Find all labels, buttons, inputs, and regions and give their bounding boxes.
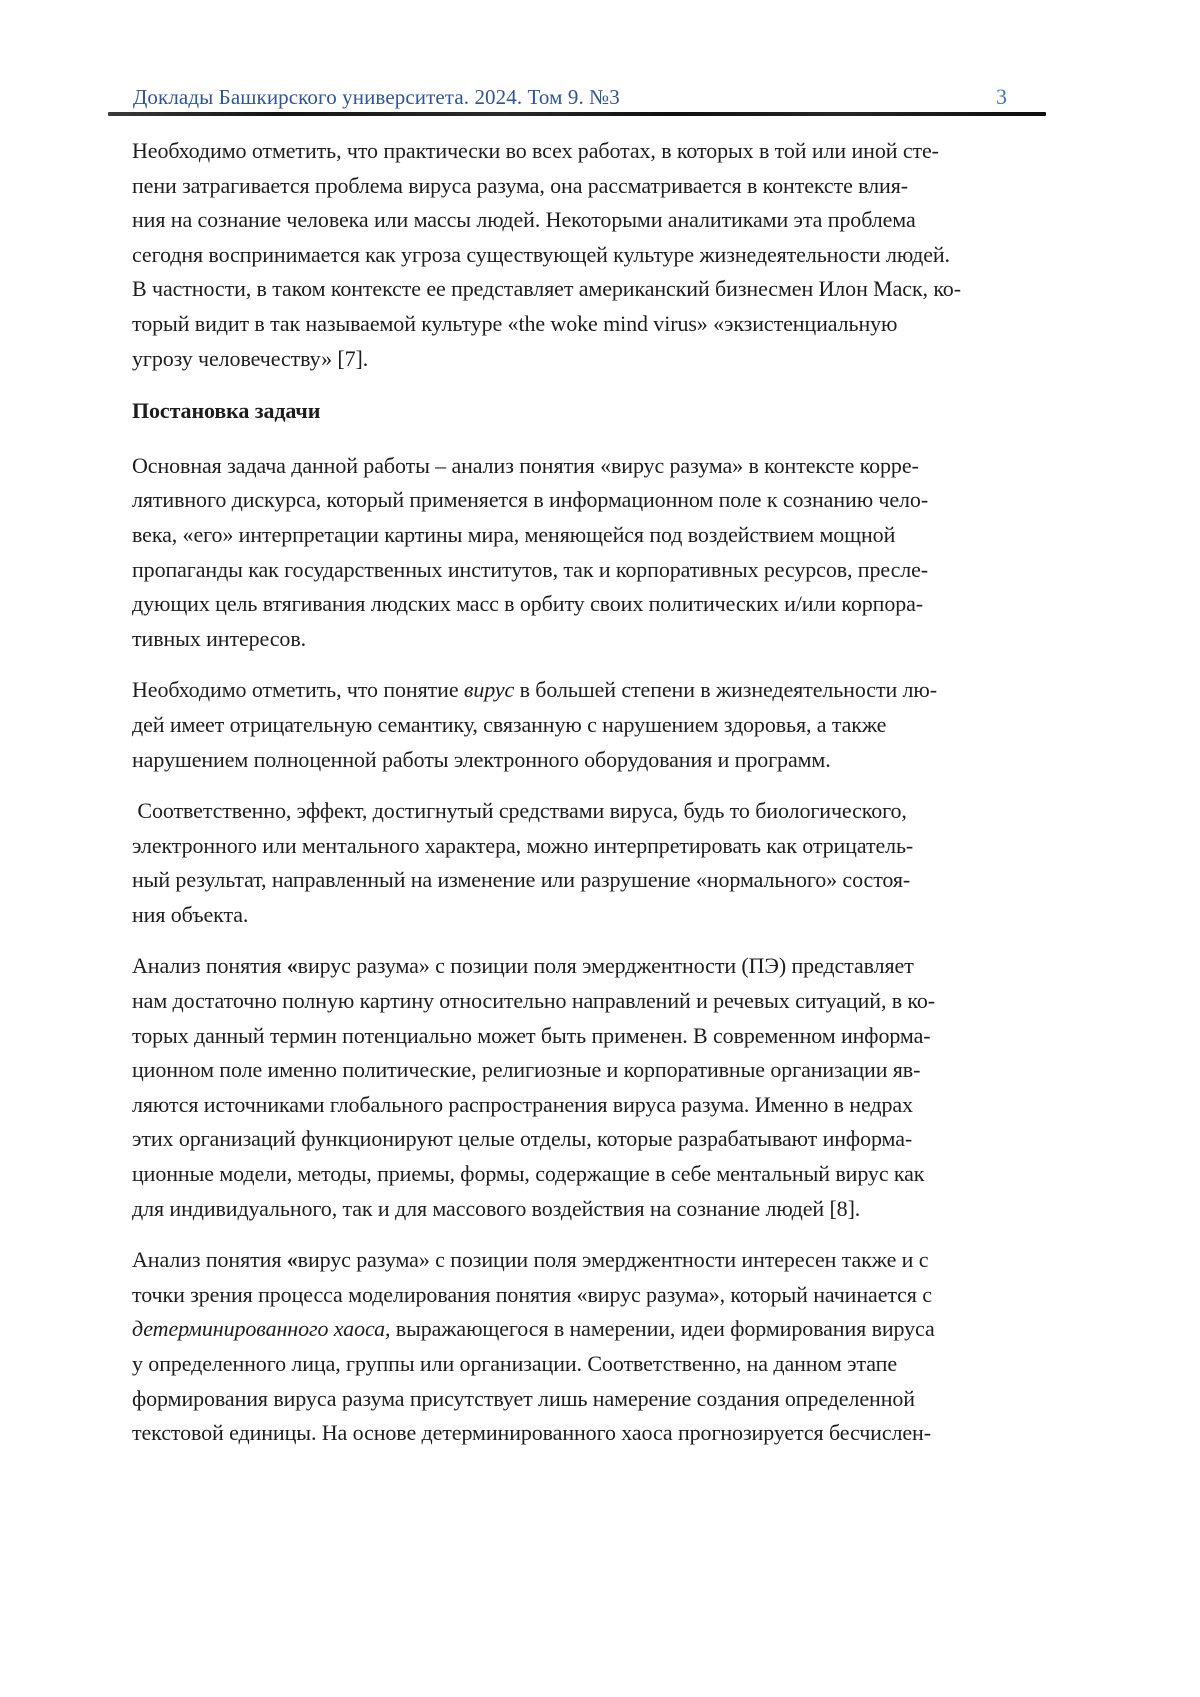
text-line: угрозу человечеству» [7]. bbox=[132, 345, 369, 371]
text-line: дующих цель втягивания людских масс в орбиту своих политических и/или корпора- bbox=[132, 591, 924, 617]
paragraph bbox=[132, 949, 1092, 1226]
paragraph bbox=[132, 1243, 1092, 1451]
running-header bbox=[133, 84, 1007, 110]
text-line: ния на сознание человека или массы людей. Некоторыми аналитиками эта проблема bbox=[132, 207, 916, 233]
text-line: ния объекта. bbox=[132, 901, 249, 927]
text-line: текстовой единицы. На основе детерминированного хаоса прогнозируется бесчислен- bbox=[132, 1420, 931, 1446]
text-line: пени затрагивается проблема вируса разума, она рассматривается в контексте влия- bbox=[132, 172, 908, 198]
text-line: Анализ понятия «вирус разума» с позиции поля эмерджентности интересен также и с bbox=[132, 1247, 929, 1273]
text-line: дей имеет отрицательную семантику, связанную с нарушением здоровья, а также bbox=[132, 711, 887, 737]
text-line: детерминированного хаоса, выражающегося в намерении, идеи формирования вируса bbox=[132, 1316, 935, 1342]
text-line: Необходимо отметить, что практически во всех работах, в которых в той или иной сте- bbox=[132, 138, 939, 163]
text-line: ционные модели, методы, приемы, формы, содержащие в себе ментальный вирус как bbox=[132, 1161, 925, 1187]
text-line: торый видит в так называемой культуре «the woke mind virus» «экзистенциальную bbox=[132, 310, 898, 336]
text-line: электронного или ментального характера, можно интерпретировать как отрицатель- bbox=[132, 832, 914, 858]
text-line: ционном поле именно политические, религиозные и корпоративные организации яв- bbox=[132, 1057, 921, 1083]
paragraph bbox=[132, 134, 1092, 376]
text-line: для индивидуального, так и для массового воздействия на сознание людей [8]. bbox=[132, 1195, 861, 1221]
header-rule bbox=[108, 112, 1046, 116]
text-line: Необходимо отметить, что понятие вирус в большей степени в жизнедеятельности лю- bbox=[132, 677, 937, 703]
paragraph bbox=[132, 673, 1092, 777]
text-line: века, «его» интерпретации картины мира, меняющейся под воздействием мощной bbox=[132, 521, 896, 547]
document-body bbox=[132, 134, 1092, 1468]
text-line: Постановка задачи bbox=[132, 398, 321, 424]
text-line: ный результат, направленный на изменение или разрушение «нормального» состоя- bbox=[132, 867, 911, 893]
text-line: у определенного лица, группы или организации. Соответственно, на данном этапе bbox=[132, 1351, 897, 1376]
section-heading bbox=[132, 394, 1092, 429]
text-line: нам достаточно полную картину относительно направлений и речевых ситуаций, в ко- bbox=[132, 988, 936, 1014]
journal-title: Доклады Башкирского университета. 2024. Том 9. №3 bbox=[133, 85, 620, 109]
paragraph bbox=[132, 794, 1092, 932]
text-line: пропаганды как государственных институтов, так и корпоративных ресурсов, пресле- bbox=[132, 556, 929, 582]
text-line: сегодня воспринимается как угроза существующей культуре жизнедеятельности людей. bbox=[132, 241, 950, 267]
page-number: 3 bbox=[996, 84, 1007, 109]
text-line: Анализ понятия «вирус разума» с позиции поля эмерджентности (ПЭ) представляет bbox=[132, 953, 914, 979]
paragraph bbox=[132, 449, 1092, 657]
text-line: точки зрения процесса моделирования понятия «вирус разума», который начинается с bbox=[132, 1281, 932, 1307]
text-line: В частности, в таком контексте ее представляет американский бизнесмен Илон Маск, ко- bbox=[132, 276, 961, 302]
text-line: нарушением полноценной работы электронного оборудования и программ. bbox=[132, 746, 831, 772]
text-line: лятивного дискурса, который применяется в информационном поле к сознанию чело- bbox=[132, 487, 929, 513]
text-line: Соответственно, эффект, достигнутый средствами вируса, будь то биологического, bbox=[132, 798, 907, 824]
text-line: формирования вируса разума присутствует лишь намерение создания определенной bbox=[132, 1385, 915, 1411]
text-line: Основная задача данной работы – анализ понятия «вирус разума» в контексте корре- bbox=[132, 452, 919, 478]
text-line: тивных интересов. bbox=[132, 625, 307, 651]
text-line: торых данный термин потенциально может быть применен. В современном информа- bbox=[132, 1022, 931, 1048]
text-line: ляются источниками глобального распространения вируса разума. Именно в недрах bbox=[132, 1091, 913, 1117]
text-line: этих организаций функционируют целые отделы, которые разрабатывают информа- bbox=[132, 1126, 913, 1152]
